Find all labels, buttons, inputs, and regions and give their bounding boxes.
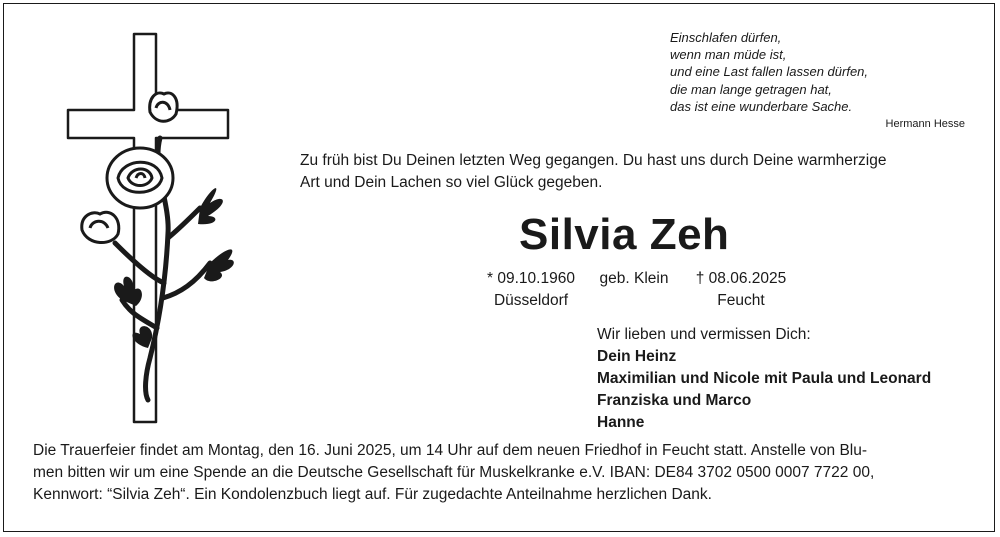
- mourner-name: Franziska und Marco: [597, 392, 752, 409]
- intro-text: [300, 150, 990, 194]
- mourner-name: Hanne: [597, 414, 645, 431]
- footer-line: men bitten wir um eine Spende an die Deutsche Gesellschaft für Muskelkranke e.V. IBAN: DE84 3702 0500 0007 7722 00,: [33, 464, 875, 481]
- birth-place: Düsseldorf: [493, 292, 569, 309]
- maiden-name-info: [594, 268, 674, 290]
- poem-line: die man lange getragen hat,: [670, 81, 832, 97]
- intro-line: Zu früh bist Du Deinen letzten Weg gegangen. Du hast uns durch Deine warmherzige: [300, 152, 887, 169]
- death-date: † 08.06.2025: [695, 270, 787, 287]
- poem-author: Hermann Hesse: [885, 118, 965, 131]
- death-place: Feucht: [717, 292, 765, 309]
- footer-line: Kennwort: “Silvia Zeh“. Ein Kondolenzbuch liegt auf. Für zugedachte Anteilnahme herzlichen Dank.: [33, 486, 712, 503]
- poem: [670, 29, 965, 133]
- intro-line: Art und Dein Lachen so viel Glück gegeben.: [300, 174, 603, 191]
- cross-with-roses-icon: [60, 28, 240, 438]
- mourners-intro: Wir lieben und vermissen Dich:: [597, 326, 811, 343]
- poem-line: wenn man müde ist,: [670, 47, 787, 63]
- mourner-name: Maximilian und Nicole mit Paula und Leonard: [597, 370, 932, 387]
- poem-line: und eine Last fallen lassen dürfen,: [670, 64, 869, 80]
- maiden-name: geb. Klein: [599, 270, 669, 287]
- mourner-name: Dein Heinz: [597, 348, 677, 365]
- poem-line: das ist eine wunderbare Sache.: [670, 98, 853, 114]
- footer-line: Die Trauerfeier findet am Montag, den 16. Juni 2025, um 14 Uhr auf dem neuen Friedhof in Feucht statt. Anstelle von Blu-: [33, 442, 868, 459]
- birth-date: * 09.10.1960: [487, 270, 575, 287]
- birth-info: [476, 268, 586, 312]
- deceased-name: Silvia Zeh: [519, 210, 730, 259]
- funeral-info: [33, 440, 978, 506]
- death-info: [686, 268, 796, 312]
- poem-line: Einschlafen dürfen,: [670, 30, 782, 45]
- mourners-block: [597, 324, 931, 434]
